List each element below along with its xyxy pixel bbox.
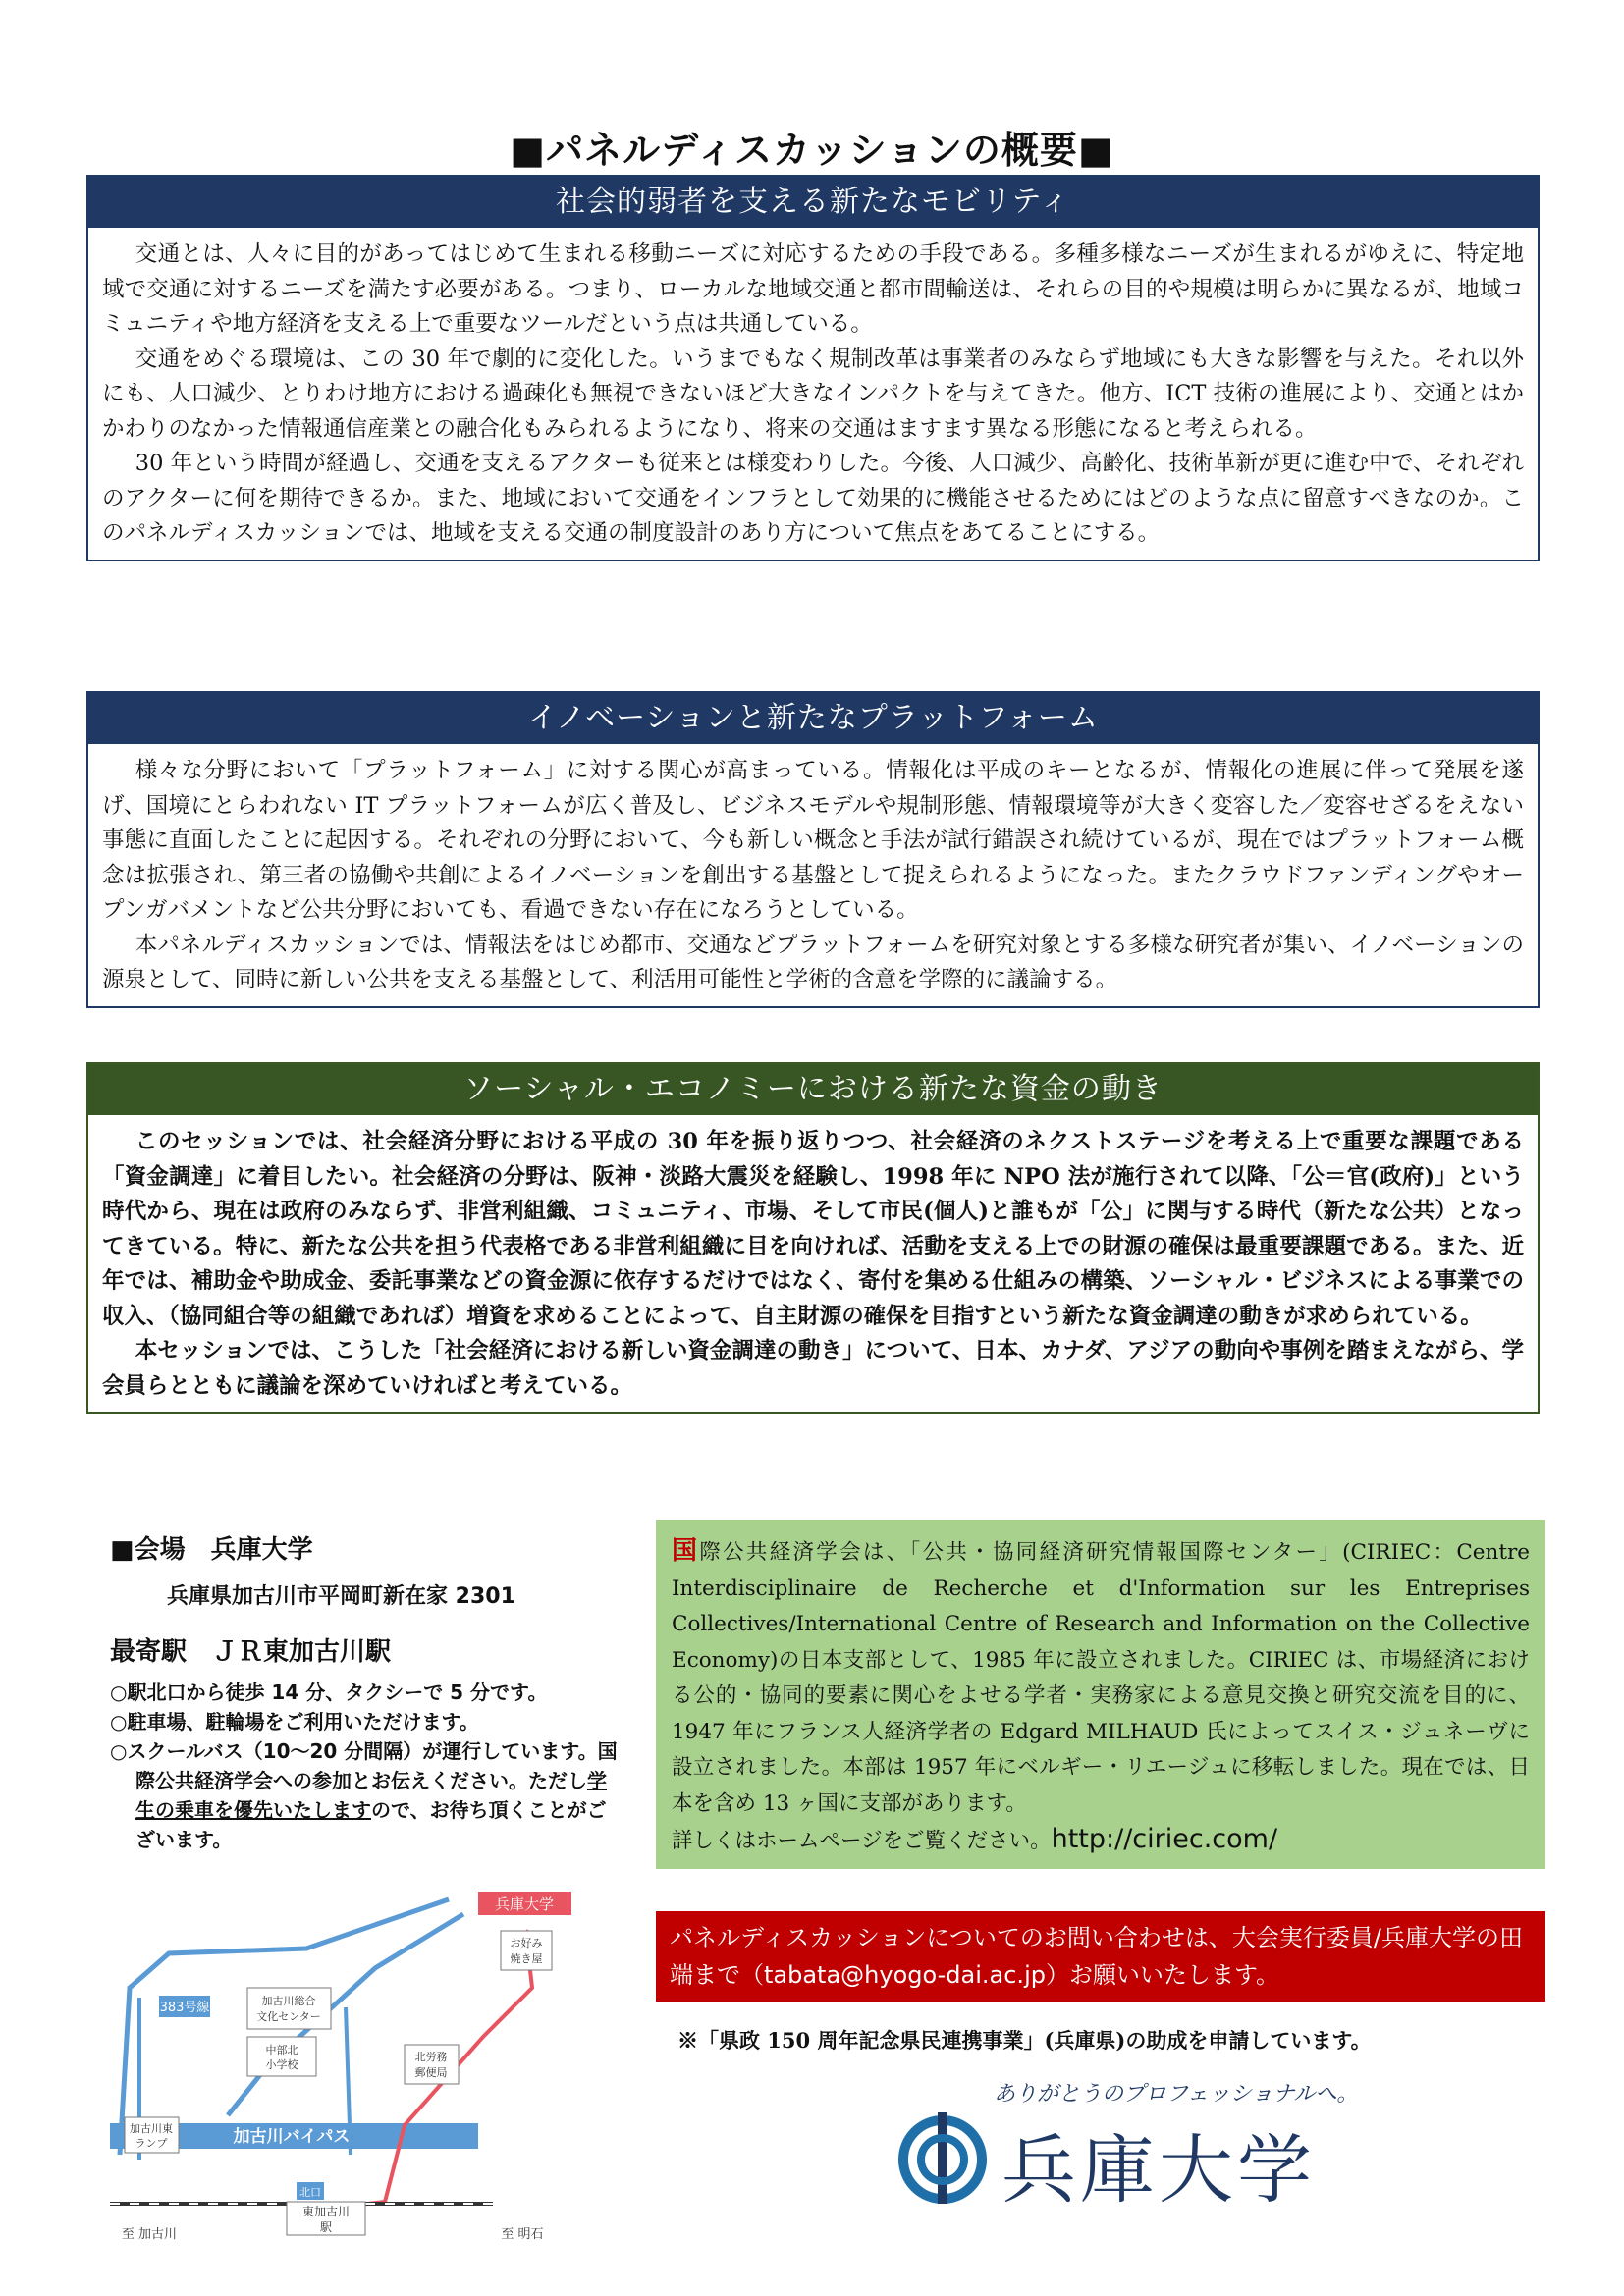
paragraph: 30 年という時間が経過し、交通を支えるアクターも従来とは様変わりした。今後、人口減少、高齢化、技術革新が更に進む中で、それぞれのアクターに何を期待できるか。また、地域において交通をインフラとして効果的に機能させるためにはどのような点に留意すべきなのか。このパネルディスカッションでは、地域を支える交通の制度設計のあり方について焦点をあてることにする。 — [102, 451, 1524, 546]
venue-heading: ■会場 兵庫大学 — [110, 1535, 313, 1565]
logo-name: 兵庫大学 — [1001, 2126, 1316, 2214]
homepage-link[interactable]: http://ciriec.com/ — [1051, 1824, 1278, 1854]
post-office-label: 北労務 — [414, 2051, 448, 2063]
access-item: ○駅北口から徒歩 14 分、タクシーで 5 分です。 — [110, 1681, 548, 1704]
nearest-station: 最寄駅 ＪＲ東加古川駅 — [110, 1637, 392, 1667]
university-label: 兵庫大学 — [494, 1896, 555, 1913]
paragraph: 本パネルディスカッションでは、情報法をはじめ都市、交通などプラットフォームを研究対象とする多様な研究者が集い、イノベーションの源泉として、同時に新しい公共を支える基盤として、利活用可能性と学術的含意を学際的に議論する。 — [102, 932, 1524, 992]
access-map — [110, 1890, 640, 2243]
bus-text: ○スクールバス（10～20 分間隔）が運行しています。国際公共経済学会への参加とお伝えください。ただし — [110, 1739, 618, 1792]
to-kakogawa-label: 至 加古川 — [121, 2227, 178, 2242]
contact-text: パネルディスカッションについてのお問い合わせは、大会実行委員/兵庫大学の田端まで（tabata@hyogo-dai.ac.jp）お願いいたします。 — [670, 1924, 1523, 1989]
north-exit-label: 北口 — [299, 2186, 321, 2199]
ciriec-description — [672, 1533, 1530, 1860]
contact-box — [656, 1911, 1545, 2002]
section-body — [88, 1115, 1538, 1412]
grant-note: ※「県政 150 周年記念県民連携事業」(兵庫県)の助成を申請しています。 — [677, 2028, 1372, 2053]
ciriec-text: 際公共経済学会は、「公共・協同経済研究情報国際センター」(CIRIEC：Centre Interdisciplinaire de Recherche et d'Information sur les Entreprises Collectives/International Centre of Research and Information on the Collective Economy)の日本支部として、1985 年に設立されました。CIRIEC は、市場経済における公的・協同的要素に関心をよせる学者・実務家による意見交換と研究交流を目的に、1947 年にフランス人経済学者の Edgard MILHAUD 氏によってスイス・ジュネーヴに設立されました。本部は 1957 年にベルギー・リエージュに移転しました。現在では、日本を含め 13 ヶ国に支部があります。 — [672, 1540, 1530, 1816]
first-character: 国 — [672, 1536, 700, 1566]
to-akashi-label: 至 明石 — [501, 2227, 544, 2242]
venue-address: 兵庫県加古川市平岡町新在家 2301 — [167, 1584, 515, 1609]
section-heading: イノベーションと新たなプラットフォーム — [88, 693, 1538, 744]
access-item: ○駐車場、駐輪場をご利用いただけます。 — [110, 1710, 479, 1734]
paragraph: 交通とは、人々に目的があってはじめて生まれる移動ニーズに対応するための手段である。多種多様なニーズが生まれるがゆえに、特定地域で交通に対するニーズを満たす必要がある。つまり、ローカルな地域交通と都市間輸送は、それらの目的や規模は明らかに異なるが、地域コミュニティや地方経済を支える上で重要なツールだという点は共通している。 — [102, 241, 1524, 337]
paragraph: 本セッションでは、こうした「社会経済における新しい資金調達の動き」について、日本、カナダ、アジアの動向や事例を踏まえながら、学会員らとともに議論を深めていければと考えている。 — [102, 1338, 1524, 1399]
post-office-label-2: 郵便局 — [414, 2066, 448, 2079]
school-label: 中部北 — [265, 2044, 298, 2056]
school-label-2: 小学校 — [265, 2058, 298, 2071]
route-383-label: 383号線 — [159, 2001, 210, 2015]
bus-priority-text: 学生の乗車を優先いたします — [135, 1769, 607, 1822]
ramp-label-2: ランプ — [135, 2137, 168, 2150]
section-heading: 社会的弱者を支える新たなモビリティ — [88, 177, 1538, 228]
cultural-center-label-2: 文化センター — [256, 2010, 321, 2023]
okonomiyaki-label: お好み — [510, 1937, 543, 1949]
paragraph: 様々な分野において「プラットフォーム」に対する関心が高まっている。情報化は平成のキーとなるが、情報化の進展に伴って発展を遂げ、国境にとらわれない IT プラットフォームが広く普及し、ビジネスモデルや規制形態、情報環境等が大きく変容した／変容せざるをえない事態に直面したことに起因する。それぞれの分野において、今も新しい概念と手法が試行錯誤され続けているが、現在ではプラットフォーム概念は拡張され、第三者の協働や共創によるイノベーションを創出する基盤として捉えられるようになった。またクラウドファンディングやオープンガバメントなど公共分野においても、看過できない存在になろうとしている。 — [102, 758, 1524, 923]
page-title: ■パネルディスカッションの概要■ — [510, 129, 1114, 172]
bypass-label: 加古川バイパス — [233, 2127, 351, 2147]
section-mobility — [86, 175, 1540, 561]
section-body — [88, 744, 1538, 1006]
station-label: 東加古川 — [301, 2205, 351, 2218]
section-body — [88, 228, 1538, 560]
ramp-label: 加古川東 — [130, 2122, 173, 2135]
access-list — [110, 1678, 621, 1854]
paragraph: 交通をめぐる環境は、この 30 年で劇的に変化した。いうまでもなく規制改革は事業者のみならず地域にも大きな影響を与えた。それ以外にも、人口減少、とりわけ地方における過疎化も無視できないほど大きなインパクトを与えてきた。他方、ICT 技術の進展により、交通とはかかわりのなかった情報通信産業との融合化もみられるようになり、将来の交通はますます異なる形態になると考えられる。 — [102, 346, 1524, 442]
venue-block — [110, 1529, 621, 1854]
access-item-bus — [110, 1736, 621, 1854]
section-social-economy — [86, 1062, 1540, 1414]
logo-slogan: ありがとうのプロフェッショナルへ。 — [994, 2082, 1359, 2107]
okonomiyaki-label-2: 焼き屋 — [510, 1952, 543, 1965]
cultural-center-label: 加古川総合 — [261, 1995, 316, 2007]
station-label-2: 駅 — [319, 2220, 333, 2234]
bus-text-end: ので、お待ち頂くことがございます。 — [135, 1798, 607, 1851]
section-heading: ソーシャル・エコノミーにおける新たな資金の動き — [88, 1064, 1538, 1115]
section-innovation — [86, 691, 1540, 1008]
more-info-text: 詳しくはホームページをご覧ください。 — [672, 1829, 1052, 1853]
paragraph: このセッションでは、社会経済分野における平成の 30 年を振り返りつつ、社会経済のネクストステージを考える上で重要な課題である「資金調達」に着目したい。社会経済の分野は、阪神・淡路大震災を経験し、1998 年に NPO 法が施行されて以降、「公＝官(政府)」という時代から、現在は政府のみならず、非営利組織、コミュニティ、市場、そして市民(個人)と誰もが「公」に関与する時代（新たな公共）となってきている。特に、新たな公共を担う代表格である非営利組織に目を向ければ、活動を支える上での財源の確保は最重要課題である。また、近年では、補助金や助成金、委託事業などの資金源に依存するだけではなく、寄付を集める仕組みの構築、ソーシャル・ビジネスによる事業での収入、（協同組合等の組織であれば）増資を求めることによって、自主財源の確保を目指すという新たな資金調達の動きが求められている。 — [102, 1129, 1524, 1329]
ciriec-info-box — [656, 1520, 1545, 1869]
